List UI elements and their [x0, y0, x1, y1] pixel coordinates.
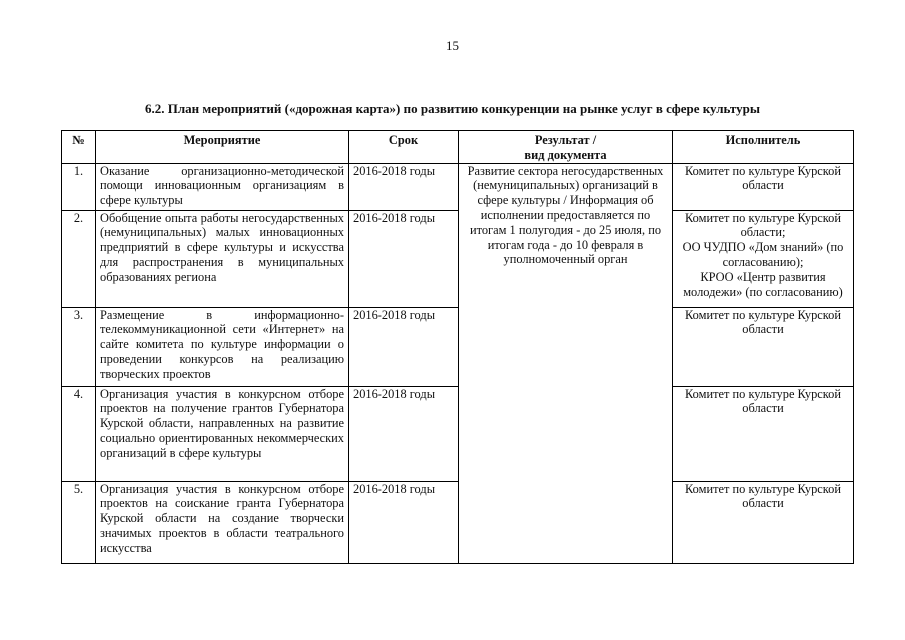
row-executor — [673, 163, 854, 210]
row-term: 2016-2018 годы — [349, 386, 459, 481]
executor-line: Комитет по культуре Курской области — [685, 386, 841, 416]
row-activity: Обобщение опыта работы негосударственных (немуниципальных) малых инновационных предприятий в сфере культуры и искусства для распространения в муниципальных образованиях региона — [96, 210, 349, 307]
row-executor — [673, 307, 854, 386]
executor-line: КРОО «Центр развития молодежи» (по согласованию) — [683, 269, 843, 299]
row-executor — [673, 481, 854, 563]
table-row — [62, 307, 854, 386]
table-row — [62, 210, 854, 307]
row-term: 2016-2018 годы — [349, 481, 459, 563]
row-activity: Организация участия в конкурсном отборе проектов на соискание гранта Губернатора Курской области на создание творчески значимых проектов в области театрального искусства — [96, 481, 349, 563]
row-num: 5. — [62, 481, 96, 563]
row-num: 3. — [62, 307, 96, 386]
table-header-row — [62, 131, 854, 164]
header-num: № — [62, 131, 96, 164]
result-common-cell: Развитие сектора негосударственных (немуниципальных) организаций в сфере культуры / Информация об исполнении предоставляется по итогам 1 полугодия - до 25 июля, по итогам года - до 10 февраля в уполномоченный орган — [459, 163, 673, 563]
page-number: 15 — [446, 38, 459, 53]
header-result-line1: Результат / — [534, 133, 597, 147]
header-executor: Исполнитель — [673, 131, 854, 164]
row-activity: Размещение в информационно-телекоммуникационной сети «Интернет» на сайте комитета по культуре информации о проведении конкурсов на реализацию творческих проектов — [96, 307, 349, 386]
header-activity: Мероприятие — [96, 131, 349, 164]
executor-line: Комитет по культуре Курской области — [685, 307, 841, 337]
header-term: Срок — [349, 131, 459, 164]
row-activity: Организация участия в конкурсном отборе проектов на получение грантов Губернатора Курской области, направленных на развитие социально ориентированных некоммерческих организаций в сфере культуры — [96, 386, 349, 481]
row-term: 2016-2018 годы — [349, 307, 459, 386]
row-num: 1. — [62, 163, 96, 210]
row-term: 2016-2018 годы — [349, 210, 459, 307]
row-executor — [673, 386, 854, 481]
roadmap-table — [61, 130, 854, 564]
executor-line: Комитет по культуре Курской области — [685, 481, 841, 511]
table-row — [62, 163, 854, 210]
executor-line: Комитет по культуре Курской области — [685, 163, 841, 193]
row-activity: Оказание организационно-методической помощи инновационным организациям в сфере культуры — [96, 163, 349, 210]
header-result-line2: вид документа — [524, 147, 607, 162]
row-num: 4. — [62, 386, 96, 481]
row-num: 2. — [62, 210, 96, 307]
row-executor — [673, 210, 854, 307]
table-row — [62, 481, 854, 563]
executor-line: Комитет по культуре Курской области; — [685, 210, 841, 240]
header-result — [459, 131, 673, 164]
executor-line: ОО ЧУДПО «Дом знаний» (по согласованию); — [682, 240, 844, 269]
table-row — [62, 386, 854, 481]
row-term: 2016-2018 годы — [349, 163, 459, 210]
section-title: 6.2. План мероприятий («дорожная карта») по развитию конкуренции на рынке услуг в сфере культуры — [145, 101, 760, 116]
